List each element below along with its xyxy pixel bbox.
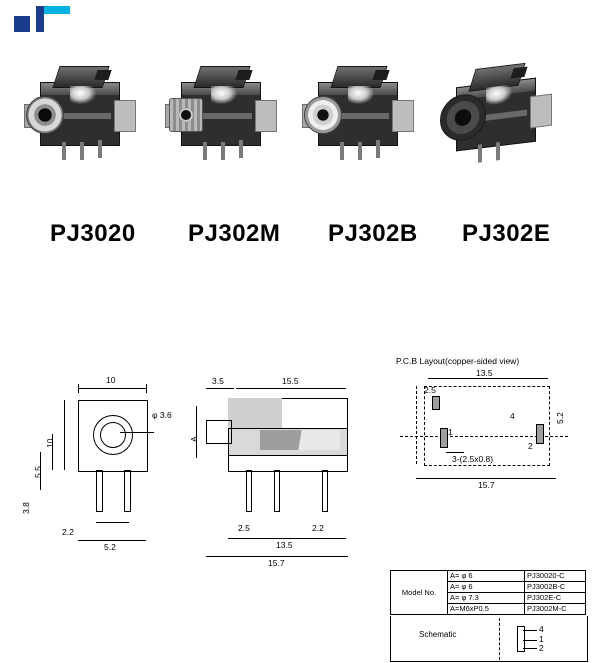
side-pin-1 [246, 470, 252, 512]
jack-lever-tip [372, 70, 389, 80]
pcb-pad-top [432, 396, 440, 410]
dim-side-top-left: 3.5 [212, 376, 224, 386]
solder-pin [62, 142, 66, 160]
side-view-barrel [206, 420, 232, 444]
jack-plain-3.5mm-icon [26, 96, 64, 134]
dim-line-pitch [96, 522, 129, 523]
dim-side-overall-len: 15.7 [268, 558, 285, 568]
dim-front-height: 10 [45, 438, 55, 448]
solder-pin [478, 144, 482, 162]
dim-line-height [64, 400, 65, 470]
model-table [390, 570, 586, 615]
table-row [391, 571, 586, 582]
front-pin-right [124, 470, 131, 512]
solder-pin [98, 140, 102, 158]
dim-line-pcb-top [428, 378, 548, 379]
dim-line-base [78, 540, 146, 541]
dim-side-top-right: 15.5 [282, 376, 299, 386]
dim-side-pin-left: 2.5 [238, 523, 250, 533]
mounting-tab-right [530, 94, 552, 129]
mounting-tab-right [392, 100, 414, 132]
side-view-lever-shade [260, 430, 340, 450]
schematic-panel [390, 616, 588, 662]
schematic-lead-1 [523, 640, 537, 641]
dim-pcb-left: 2.5 [424, 385, 436, 395]
solder-pin [80, 142, 84, 160]
pcb-layout-caption: P.C.B Layout(copper-sided view) [396, 356, 520, 366]
solder-pin [239, 140, 243, 158]
dia-leader-line [120, 432, 154, 433]
dim-line-a [196, 406, 197, 458]
pad-number-1: 1 [448, 427, 453, 437]
solder-pin [376, 140, 380, 158]
solder-pin [203, 142, 207, 160]
pcb-centerline-v [416, 386, 417, 464]
pad-number-2: 2 [528, 441, 533, 451]
ext-line [78, 384, 79, 393]
mounting-tab-right [114, 100, 136, 132]
product-label-pj302e: PJ302E [462, 220, 551, 247]
schematic-label: Schematic [419, 630, 457, 639]
dim-front-mid: 5.5 [33, 466, 43, 478]
dim-front-width: 10 [106, 375, 116, 385]
dim-line-width [78, 388, 146, 389]
pcb-hole-note: 3-(2.5x0.8) [452, 454, 494, 464]
solder-pin [340, 142, 344, 160]
table-cell-model: PJ3002B-C [525, 582, 586, 593]
pad-number-4: 4 [510, 411, 515, 421]
product-photo-pj302b [300, 60, 424, 170]
product-photo-pj302e [438, 52, 562, 177]
logo-blue-square [14, 16, 30, 32]
dim-side-pin-right: 2.2 [312, 523, 324, 533]
solder-pin [358, 142, 362, 160]
jack-lever-tip [94, 70, 111, 80]
highlight-glint [211, 86, 237, 104]
jack-chrome-ring-icon [304, 96, 342, 134]
dim-front-base: 5.2 [104, 542, 116, 552]
product-photo-pj3020 [22, 60, 146, 170]
schematic-divider [499, 618, 500, 660]
schematic-lead-2 [523, 648, 537, 649]
dim-side-a: A [189, 436, 199, 442]
table-cell-model: PJ30020-C [525, 571, 586, 582]
jack-threaded-icon [169, 98, 203, 132]
dim-side-body-len: 13.5 [276, 540, 293, 550]
table-cell-model: PJ302E-C [525, 593, 586, 604]
dim-front-low: 3.8 [21, 502, 31, 514]
highlight-glint [70, 86, 96, 104]
hole-note-leader [446, 452, 464, 453]
highlight-glint [348, 86, 374, 104]
product-label-pj302m: PJ302M [188, 220, 281, 247]
schematic-pin-1: 1 [539, 634, 544, 644]
dim-hole-dia: φ 3.6 [152, 410, 172, 420]
dim-pcb-top: 13.5 [476, 368, 493, 378]
table-cell-a: A=M6xP0.5 [448, 604, 525, 615]
product-label-pj3020: PJ3020 [50, 220, 136, 247]
dim-line-13p5 [228, 538, 346, 539]
side-pin-3 [322, 470, 328, 512]
side-view-taper [228, 398, 282, 429]
bore-inner-circle [100, 422, 126, 448]
schematic-pin-2: 2 [539, 643, 544, 653]
schematic-pin-4: 4 [539, 624, 544, 634]
dim-line-3p5 [206, 388, 234, 389]
table-cell-model: PJ3002M-C [525, 604, 586, 615]
table-cell-a: A= φ 7.3 [448, 593, 525, 604]
jack-lever-tip [510, 67, 527, 79]
front-pin-left [96, 470, 103, 512]
table-cell-a: A= φ 6 [448, 582, 525, 593]
pcb-pad-left [440, 428, 448, 448]
solder-pin [496, 142, 500, 160]
side-pin-2 [274, 470, 280, 512]
table-cell-a: A= φ 6 [448, 571, 525, 582]
dim-line-15p7 [206, 556, 348, 557]
mounting-tab-right [255, 100, 277, 132]
highlight-glint [486, 85, 512, 106]
dim-line-15p5 [236, 388, 346, 389]
product-photo-pj302m [163, 60, 287, 170]
logo-blue-vertical-bar [36, 6, 44, 32]
model-no-header: Model No. [391, 571, 448, 615]
ext-line [146, 384, 147, 393]
dim-pcb-right: 5.2 [555, 412, 565, 424]
brand-logo-mark [14, 6, 70, 32]
product-label-pj302b: PJ302B [328, 220, 418, 247]
dim-pcb-bottom: 15.7 [478, 480, 495, 490]
solder-pin [221, 142, 225, 160]
jack-lever-tip [235, 70, 252, 80]
dim-line-pcb-bottom [416, 478, 556, 479]
dim-front-pitch: 2.2 [62, 527, 74, 537]
schematic-lead-4 [523, 630, 537, 631]
pcb-pad-right [536, 424, 544, 444]
